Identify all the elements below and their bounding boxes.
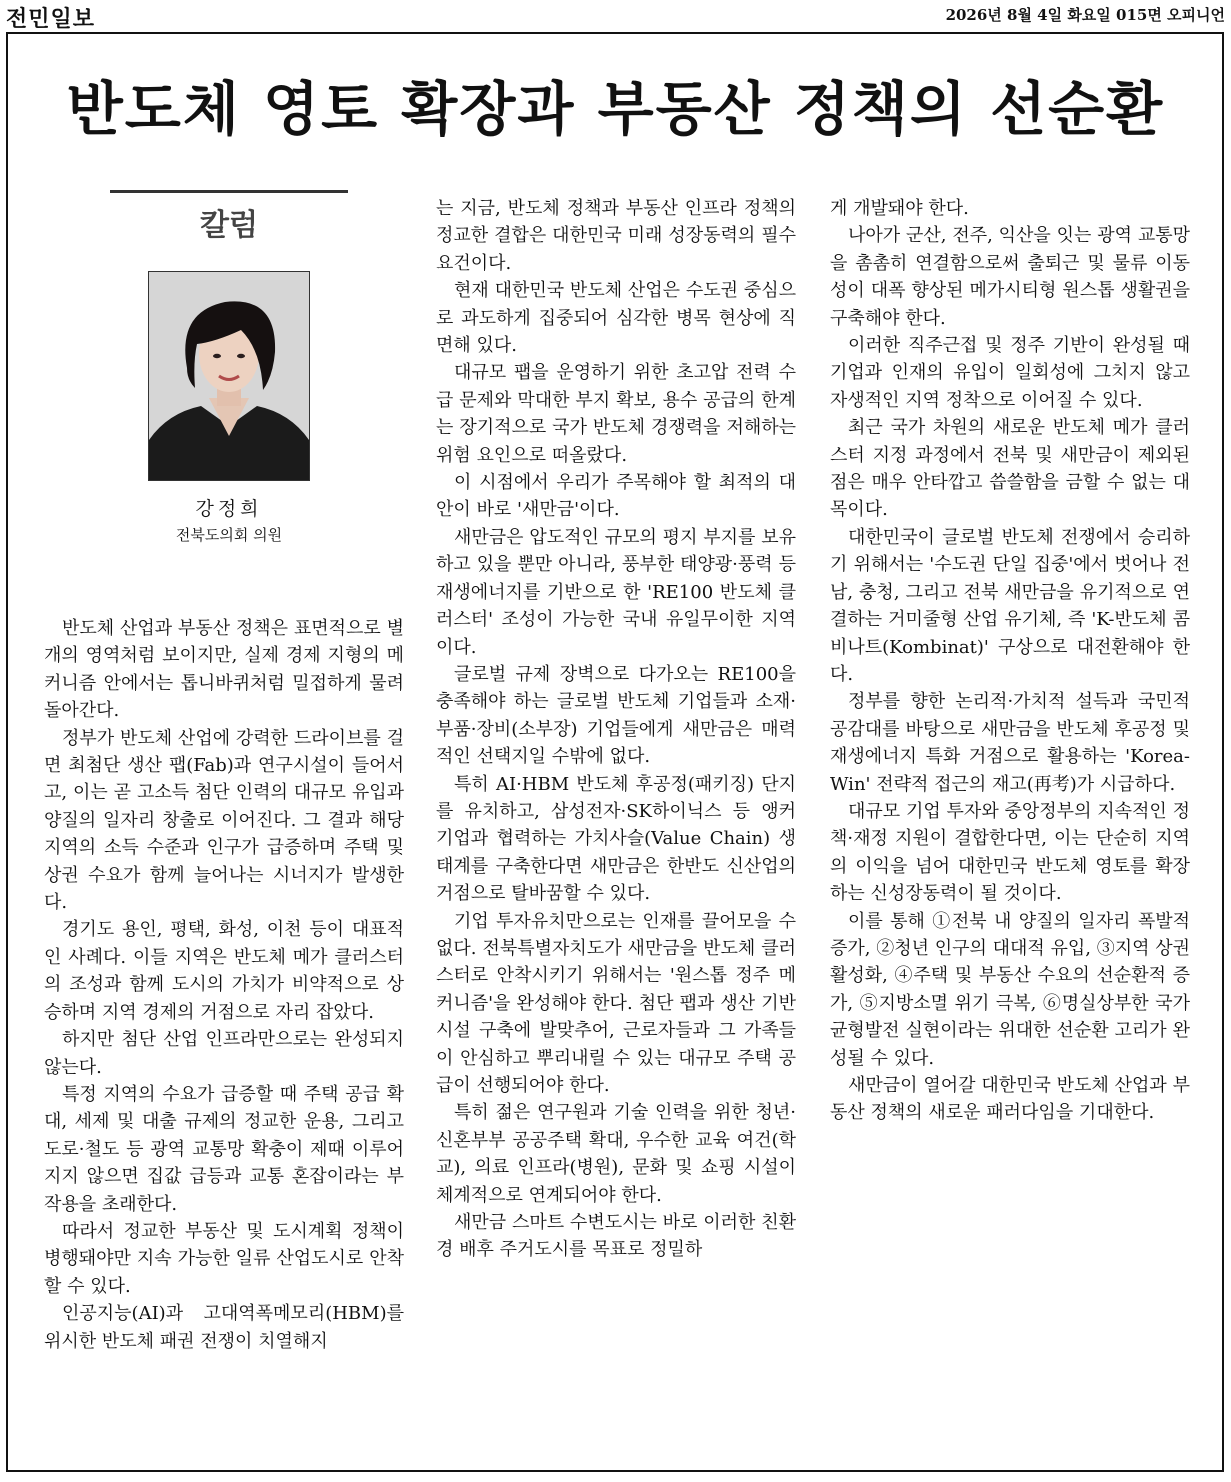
paragraph: 경기도 용인, 평택, 화성, 이천 등이 대표적인 사례다. 이들 지역은 반도체 메가 클러스터의 조성과 함께 도시의 가치가 비약적으로 상승하며 지역 경제의 거점으로 자리 잡았다. — [44, 919, 404, 1023]
paragraph: 대규모 기업 투자와 중앙정부의 지속적인 정책·재정 지원이 결합한다면, 이는 단순히 지역의 이익을 넘어 대한민국 반도체 영토를 확장하는 신성장동력이 될 것이다. — [830, 800, 1190, 905]
paragraph: 글로벌 규제 장벽으로 다가오는 RE100을 충족해야 하는 글로벌 반도체 기업들과 소재·부품·장비(소부장) 기업들에게 새만금은 매력적인 선택지일 수밖에 없다. — [436, 663, 796, 768]
body-column-2 — [436, 195, 796, 1264]
paragraph: 특히 AI·HBM 반도체 후공정(패키징) 단지를 유치하고, 삼성전자·SK하이닉스 등 앵커 기업과 협력하는 가치사슬(Value Chain) 생태계를 구축한다면 새만금은 한반도 신산업의 거점으로 탈바꿈할 수 있다. — [436, 773, 796, 905]
paragraph: 정부가 반도체 산업에 강력한 드라이브를 걸면 최첨단 생산 팹(Fab)과 연구시설이 들어서고, 이는 곧 고소득 첨단 인력의 대규모 유입과 양질의 일자리 창출로 이어진다. 그 결과 해당 지역의 소득 수준과 인구가 급증하며 주택 및 상권 수요가 함께 늘어나는 시너지가 발생한다. — [44, 727, 404, 914]
section-label: 칼럼 — [200, 208, 258, 243]
masthead-date-page-info: 2026년 8월 4일 화요일 015면 오피니언 — [945, 6, 1225, 24]
author-photo — [148, 271, 310, 481]
paragraph: 현재 대한민국 반도체 산업은 수도권 중심으로 과도하게 집중되어 심각한 병목 현상에 직면해 있다. — [436, 280, 796, 357]
author-portrait — [149, 272, 309, 480]
paragraph: 정부를 향한 논리적·가치적 설득과 국민적 공감대를 바탕으로 새만금을 반도체 후공정 및 재생에너지 특화 거점으로 활용하는 'Korea-Win' 전략적 접근의 재고(再考)가 시급하다. — [830, 691, 1190, 795]
paragraph: 대한민국이 글로벌 반도체 전쟁에서 승리하기 위해서는 '수도권 단일 집중'에서 벗어나 전남, 충청, 그리고 전북 새만금을 유기적으로 연결하는 거미줄형 산업 유기체, 즉 'K-반도체 콤비나트(Kombinat)' 구상으로 대전환해야 한다. — [830, 526, 1190, 685]
paragraph: 특히 젊은 연구원과 기술 인력을 위한 청년·신혼부부 공공주택 확대, 우수한 교육 여건(학교), 의료 인프라(병원), 문화 및 쇼핑 시설이 체계적으로 연계되어야 한다. — [436, 1102, 796, 1206]
paragraph: 나아가 군산, 전주, 익산을 잇는 광역 교통망을 촘촘히 연결함으로써 출퇴근 및 물류 이동성이 대폭 향상된 메가시티형 원스톱 생활권을 구축해야 한다. — [830, 225, 1190, 329]
paragraph: 이러한 직주근접 및 정주 기반이 완성될 때 기업과 인재의 유입이 일회성에 그치지 않고 자생적인 지역 정착으로 이어질 수 있다. — [830, 335, 1190, 411]
paragraph: 따라서 정교한 부동산 및 도시계획 정책이 병행돼야만 지속 가능한 일류 산업도시로 안착할 수 있다. — [44, 1220, 404, 1297]
paragraph: 기업 투자유치만으로는 인재를 끌어모을 수 없다. 전북특별자치도가 새만금을 반도체 클러스터로 안착시키기 위해서는 '원스톱 정주 메커니즘'을 완성해야 한다. 첨단 팹과 생산 기반시설 구축에 발맞추어, 근로자들과 그 가족들이 안심하고 뿌리내릴 수 있는 대규모 주택 공급이 선행되어야 한다. — [436, 910, 796, 1096]
author-name: 강정희 — [195, 498, 263, 520]
author-title: 전북도의회 의원 — [175, 526, 283, 544]
paragraph: 최근 국가 차원의 새로운 반도체 메가 클러스터 지정 과정에서 전북 및 새만금이 제외된 점은 매우 안타깝고 씁쓸함을 금할 수 없는 대목이다. — [830, 417, 1190, 521]
body-column-3 — [830, 195, 1190, 1127]
paragraph: 이를 통해 ①전북 내 양질의 일자리 폭발적 증가, ②청년 인구의 대대적 유입, ③지역 상권 활성화, ④주택 및 부동산 수요의 선순환적 증가, ⑤지방소멸 위기 극복, ⑥명실상부한 국가균형발전 실현이라는 위대한 선순환 고리가 완성될 수 있다. — [830, 910, 1190, 1069]
paragraph: 새만금은 압도적인 규모의 평지 부지를 보유하고 있을 뿐만 아니라, 풍부한 태양광·풍력 등 재생에너지를 기반으로 한 'RE100 반도체 클러스터' 조성이 가능한 국내 유일무이한 지역이다. — [436, 526, 796, 658]
paragraph: 게 개발돼야 한다. — [830, 198, 969, 219]
paragraph: 대규모 팹을 운영하기 위한 초고압 전력 수급 문제와 막대한 부지 확보, 용수 공급의 한계는 장기적으로 국가 반도체 경쟁력을 저해하는 위험 요인으로 떠올랐다. — [436, 362, 796, 466]
paragraph: 는 지금, 반도체 정책과 부동산 인프라 정책의 정교한 결합은 대한민국 미래 성장동력의 필수 요건이다. — [436, 198, 796, 274]
paragraph: 특정 지역의 수요가 급증할 때 주택 공급 확대, 세제 및 대출 규제의 정교한 운용, 그리고 도로·철도 등 광역 교통망 확충이 제때 이루어지지 않으면 집값 급등과 교통 혼잡이라는 부작용을 초래한다. — [44, 1083, 404, 1215]
paragraph: 하지만 첨단 산업 인프라만으로는 완성되지 않는다. — [44, 1029, 404, 1078]
paragraph: 반도체 산업과 부동산 정책은 표면적으로 별개의 영역처럼 보이지만, 실제 경제 지형의 메커니즘 안에서는 톱니바퀴처럼 밀접하게 물려 돌아간다. — [44, 618, 404, 722]
paragraph: 이 시점에서 우리가 주목해야 할 최적의 대안이 바로 '새만금'이다. — [436, 472, 796, 521]
paragraph: 인공지능(AI)과 고대역폭메모리(HBM)를 위시한 반도체 패권 전쟁이 치열해지 — [44, 1303, 404, 1352]
paragraph: 새만금 스마트 수변도시는 바로 이러한 친환경 배후 주거도시를 목표로 정밀하 — [436, 1212, 796, 1261]
body-column-1 — [44, 615, 404, 1355]
masthead-paper-name: 전민일보 — [6, 7, 96, 32]
article-headline: 반도체 영토 확장과 부동산 정책의 선순환 — [66, 75, 1165, 143]
section-rule — [110, 190, 348, 193]
paragraph: 새만금이 열어갈 대한민국 반도체 산업과 부동산 정책의 새로운 패러다임을 기대한다. — [830, 1075, 1190, 1124]
